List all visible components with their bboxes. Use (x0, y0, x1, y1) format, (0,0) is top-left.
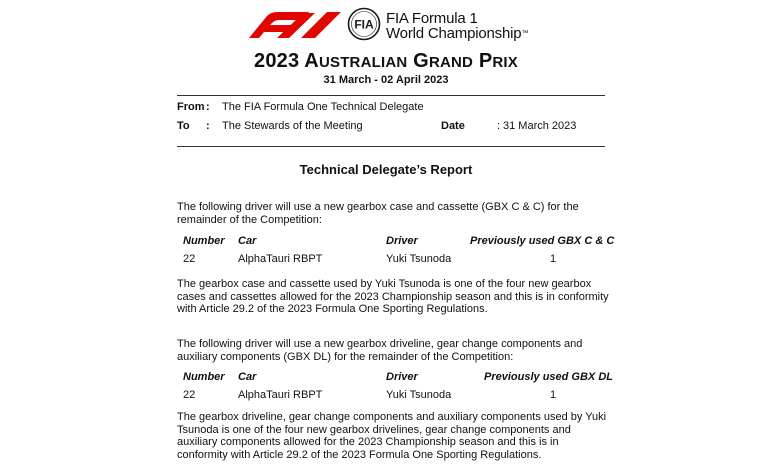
section1-intro: The following driver will use a new gearbox case and cassette (GBX C & C) for the remainder of the Competition: (177, 201, 579, 226)
section1-cell-number: 22 (183, 253, 196, 265)
section2-note: The gearbox driveline, gear change components and auxiliary components used by Yuki Tsunoda is one of the four new gearbox drivelines, gear change components and auxiliary components allowed for the 2023 Championship season and this is in conformity with Article 29.2 of the 2023 Formula One Sporting Regulations. (177, 411, 607, 461)
page-title (0, 50, 772, 73)
section2-col-car: Car (238, 371, 257, 383)
championship-title (386, 11, 528, 41)
brand-line-1: FIA Formula 1 (386, 10, 478, 27)
date-value: 31 March 2023 (503, 120, 577, 132)
section1-col-driver: Driver (386, 235, 418, 247)
section2-col-number: Number (183, 371, 225, 383)
fia-seal-icon (347, 7, 381, 41)
f1-logo-icon (243, 10, 343, 40)
divider-top (177, 95, 605, 96)
date-colon: : (497, 120, 501, 132)
section2-col-previous: Previously used GBX DL (484, 371, 613, 383)
svg-text:FIA: FIA (354, 17, 374, 32)
section1-cell-previous: 1 (550, 253, 557, 265)
section2-cell-previous: 1 (550, 389, 557, 401)
trademark: ™ (521, 30, 529, 37)
section2-col-driver: Driver (386, 371, 418, 383)
title-part: USTRALIAN (318, 54, 408, 71)
report-title: Technical Delegate’s Report (299, 162, 473, 177)
section1-cell-car: AlphaTauri RBPT (238, 253, 323, 265)
section1-cell-driver: Yuki Tsunoda (386, 253, 452, 265)
title-part: 2023 A (254, 50, 319, 72)
to-colon: : (206, 120, 210, 132)
title-part: RAND (428, 54, 474, 71)
divider-bottom (177, 146, 605, 147)
title-part: G (407, 50, 429, 72)
to-label: To (177, 120, 190, 132)
title-part: RIX (492, 54, 518, 71)
header-logos (243, 6, 563, 42)
section2-cell-car: AlphaTauri RBPT (238, 389, 323, 401)
from-colon: : (206, 101, 210, 113)
from-label: From (177, 101, 205, 113)
section1-col-car: Car (238, 235, 257, 247)
section2-cell-driver: Yuki Tsunoda (386, 389, 452, 401)
date-label: Date (441, 120, 465, 132)
from-value: The FIA Formula One Technical Delegate (222, 101, 424, 113)
event-dates: 31 March - 02 April 2023 (323, 74, 449, 86)
section1-col-previous: Previously used GBX C & C (470, 235, 615, 247)
section2-intro: The following driver will use a new gearbox driveline, gear change components and auxiliary components (GBX DL) for the remainder of the Competition: (177, 338, 583, 363)
section2-cell-number: 22 (183, 389, 196, 401)
section1-note: The gearbox case and cassette used by Yuki Tsunoda is one of the four new gearbox cases and cassettes allowed for the 2023 Championship season and this is in conformity with Article 29.2 of the 2023 Formula One Sporting Regulations. (177, 278, 609, 315)
section1-col-number: Number (183, 235, 225, 247)
brand-line-2: World Championship (386, 25, 522, 42)
to-value: The Stewards of the Meeting (222, 120, 363, 132)
title-part: P (473, 50, 493, 72)
